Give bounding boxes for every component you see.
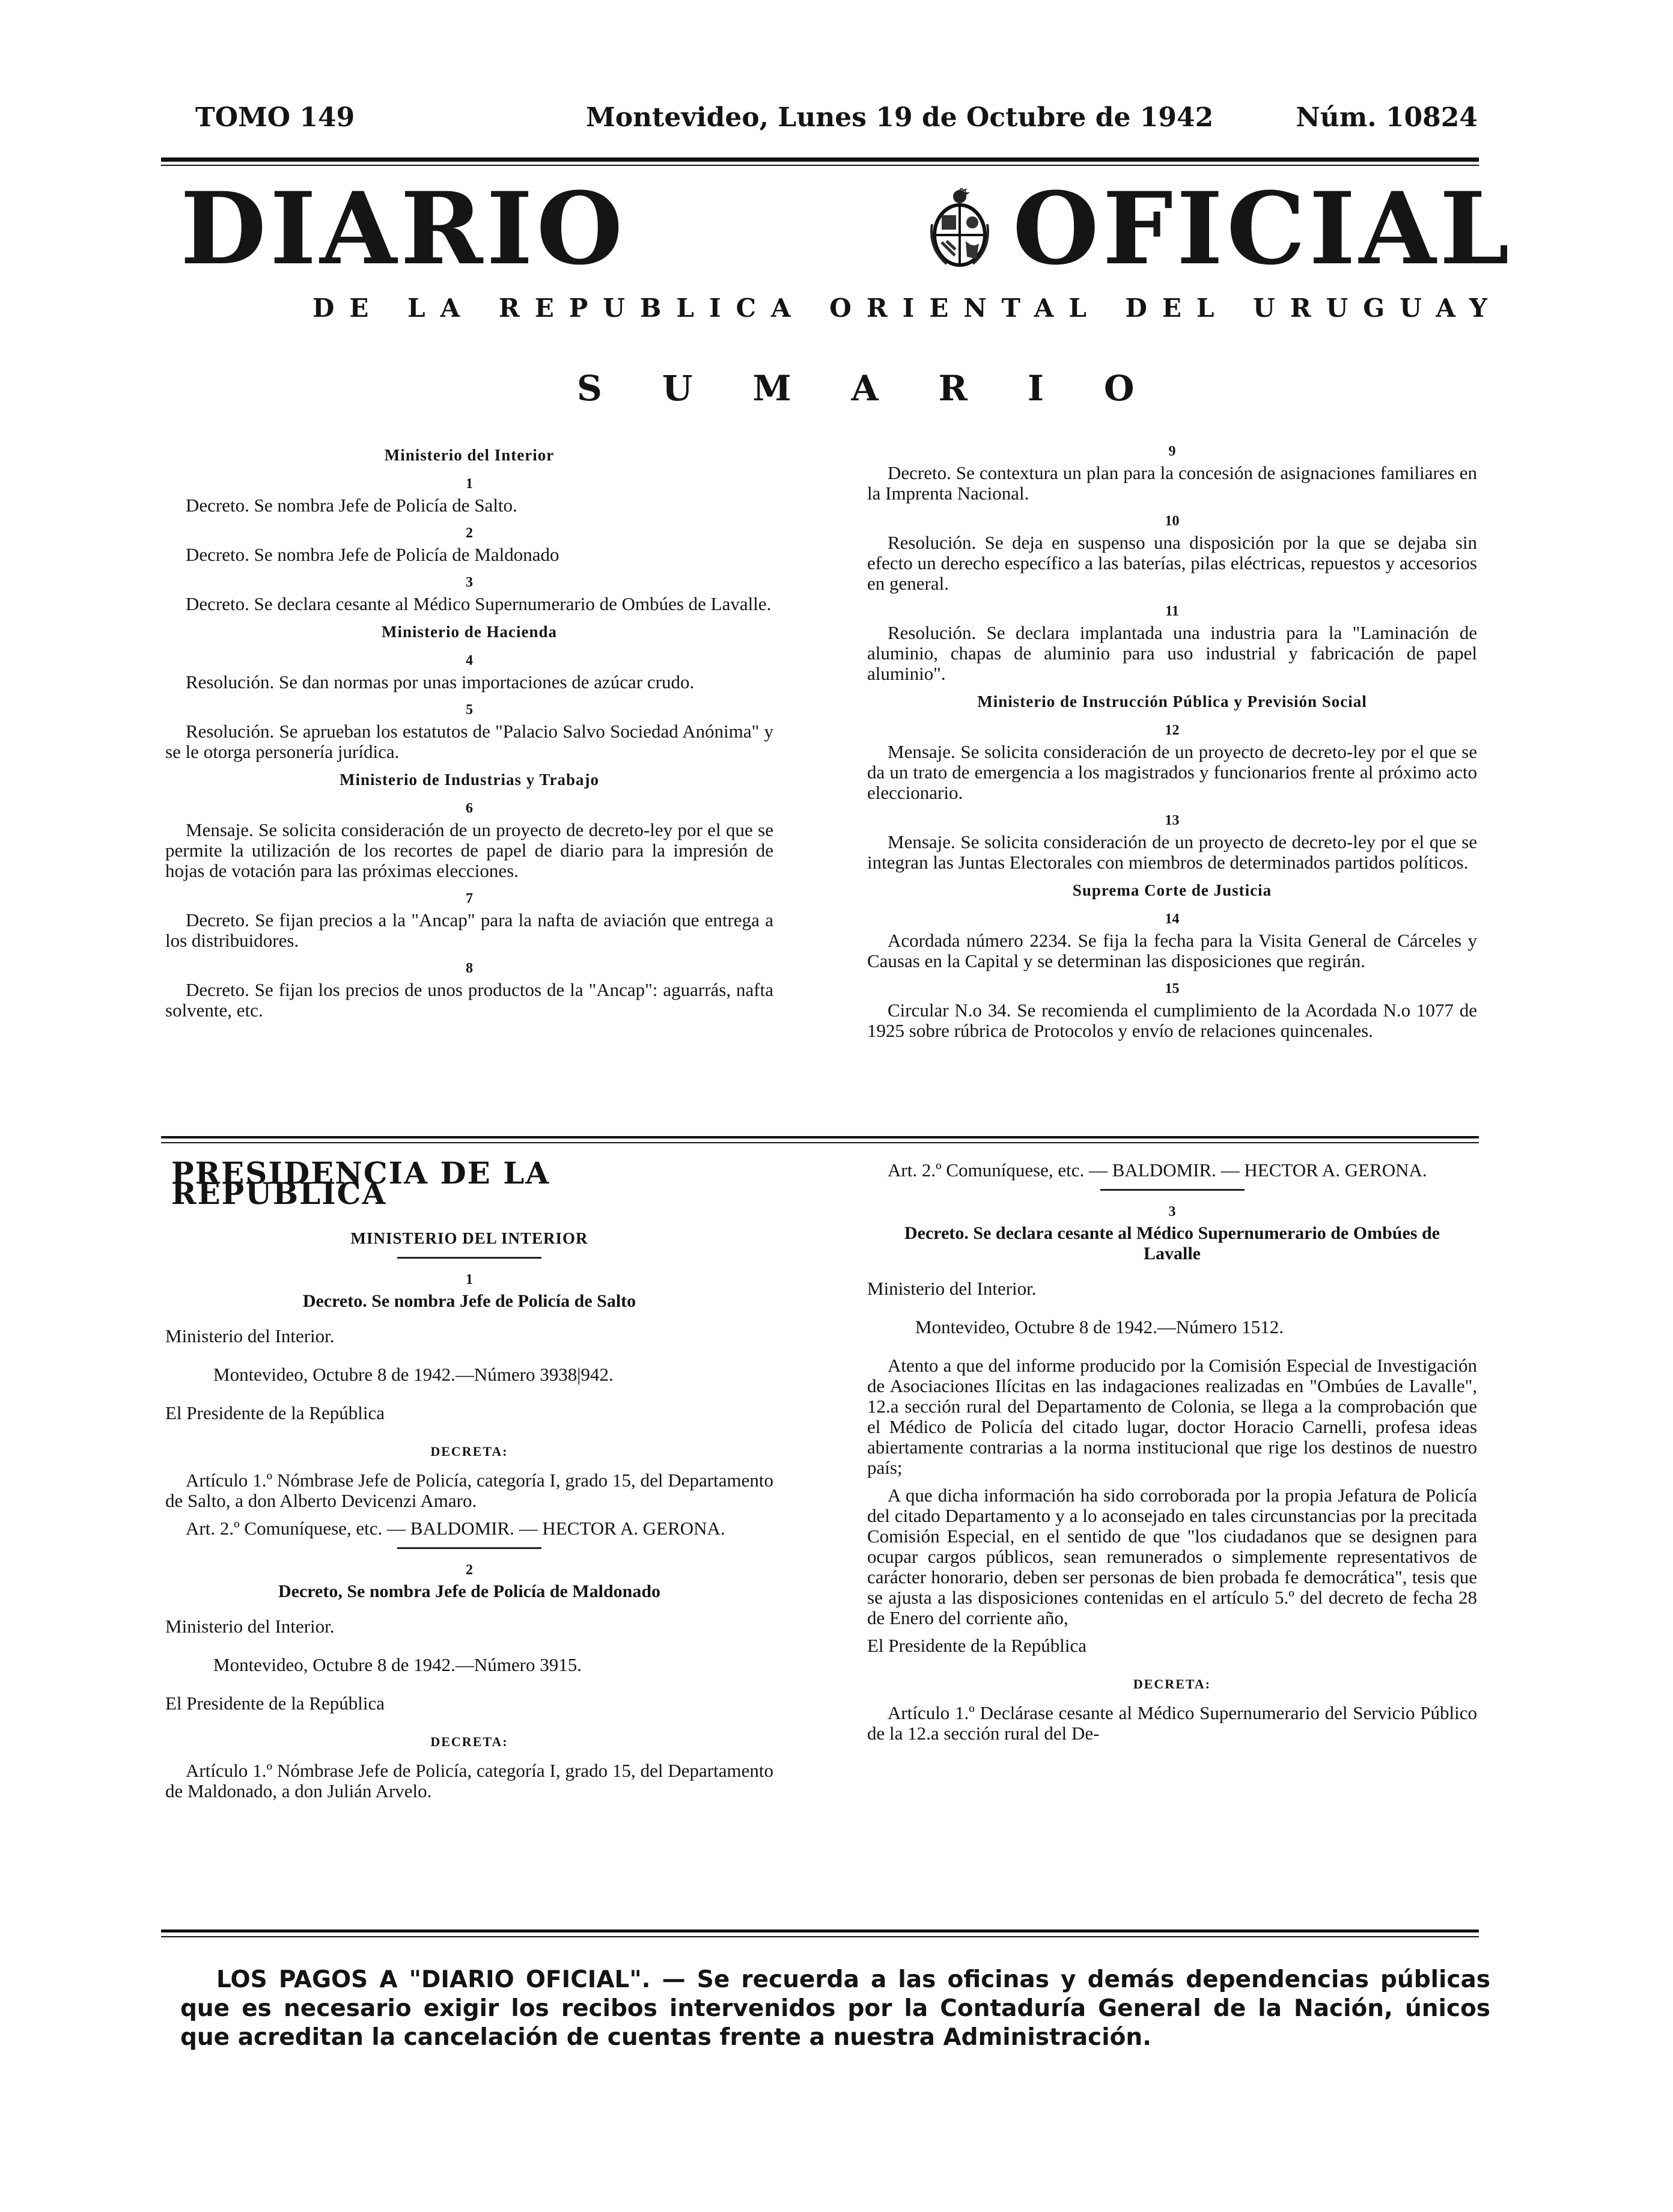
paragraph: Art. 2.º Comuníquese, etc. — BALDOMIR. — HECTOR A. GERONA. bbox=[888, 1159, 1427, 1181]
item-number: 4 bbox=[466, 653, 473, 668]
decree-heading: Decreto, Se nombra Jefe de Policía de Maldonado bbox=[278, 1581, 661, 1601]
place-date: Montevideo, Lunes 19 de Octubre de 1942 bbox=[586, 102, 1214, 133]
decree-heading: Decreto. Se declara cesante al Médico Supernumerario de Ombúes de Lavalle bbox=[904, 1223, 1440, 1263]
payments-notice bbox=[180, 1966, 1490, 2052]
issue-header bbox=[195, 102, 1478, 144]
item-number: 7 bbox=[466, 891, 473, 906]
paragraph: Atento a que del informe producido por la Comisión Especial de Investigación de Asociaciones Ilícitas en las indagaciones realizadas en "Ombúes de Lavalle", 12.a sección rural del Departamento de Colonia, se llega a la comprobación que el Médico de Policía del citado lugar, doctor Horacio Carnelli, profesa ideas abiertamente contrarias a la norma institucional que rige los destinos de nuestro país; bbox=[867, 1355, 1477, 1478]
item-number: 12 bbox=[1165, 723, 1180, 738]
sumario-left-column bbox=[165, 439, 773, 1028]
notice-lead: LOS PAGOS A "DIARIO OFICIAL". bbox=[216, 1966, 651, 1993]
ministry-heading: Ministerio de Instrucción Pública y Previsión Social bbox=[977, 692, 1367, 710]
sumario-item: Decreto. Se declara cesante al Médico Supernumerario de Ombúes de Lavalle. bbox=[186, 593, 772, 614]
separator-rule bbox=[397, 1257, 541, 1259]
ministry-heading: Ministerio de Industrias y Trabajo bbox=[339, 771, 600, 789]
masthead bbox=[180, 170, 1513, 287]
coat-of-arms-icon bbox=[928, 188, 992, 269]
masthead-subtitle: DE LA REPUBLICA ORIENTAL DEL URUGUAY bbox=[312, 293, 1502, 323]
sumario-item: Resolución. Se aprueban los estatutos de "Palacio Salvo Sociedad Anónima" y se le otorga personería jurídica. bbox=[165, 721, 773, 762]
item-number: 13 bbox=[1165, 813, 1180, 828]
ministry-heading: Suprema Corte de Justicia bbox=[1072, 881, 1272, 899]
decreta-heading: DECRETA: bbox=[1133, 1676, 1211, 1691]
body-right-column bbox=[867, 1160, 1477, 1751]
paragraph: Artículo 1.º Nómbrase Jefe de Policía, categoría I, grado 15, del Departamento de Salto, a don Alberto Devicenzi Amaro. bbox=[165, 1470, 773, 1511]
header-rule-thin bbox=[161, 165, 1479, 166]
sumario-item: Decreto. Se nombra Jefe de Policía de Salto. bbox=[186, 495, 517, 516]
paragraph: Artículo 1.º Declárase cesante al Médico Supernumerario del Servicio Público de la 12.a sección rural del De- bbox=[867, 1702, 1477, 1744]
sumario-item: Decreto. Se fijan los precios de unos productos de la "Ancap": aguarrás, nafta solvente, etc. bbox=[165, 979, 773, 1021]
sumario-item: Decreto. Se fijan precios a la "Ancap" para la nafta de aviación que entrega a los distribuidores. bbox=[165, 909, 773, 951]
sumario-right-column bbox=[867, 439, 1477, 1048]
footer-rule bbox=[161, 1929, 1479, 1932]
sumario-item: Circular N.o 34. Se recomienda el cumplimiento de la Acordada N.o 1077 de 1925 sobre rúbrica de Protocolos y envío de relaciones quincenales. bbox=[867, 1000, 1477, 1041]
dateline: Montevideo, Octubre 8 de 1942.—Número 1512. bbox=[915, 1316, 1284, 1337]
notice-text: — Se recuerda a las oficinas y demás dependencias públicas que es necesario exigir los recibos intervenidos por la Contaduría General de la Nación, únicos que acreditan la cancelación de cuentas frente a nuestra Administración. bbox=[180, 1966, 1491, 2051]
body-left-column bbox=[165, 1155, 773, 1809]
item-number: 8 bbox=[466, 961, 473, 976]
plain-line: Ministerio del Interior. bbox=[867, 1278, 1037, 1299]
sumario-item: Acordada número 2234. Se fija la fecha para la Visita General de Cárceles y Causas en la Capital y se determinan las disposiciones que regirán. bbox=[867, 930, 1477, 971]
header-rule bbox=[161, 157, 1479, 162]
sumario-item: Decreto. Se nombra Jefe de Policía de Maldonado bbox=[186, 544, 559, 565]
paragraph: Artículo 1.º Nómbrase Jefe de Policía, categoría I, grado 15, del Departamento de Maldonado, a don Julián Arvelo. bbox=[165, 1760, 773, 1801]
item-number: 15 bbox=[1165, 981, 1180, 997]
plain-line: Ministerio del Interior. bbox=[165, 1325, 335, 1346]
masthead-title-right: OFICIAL bbox=[1013, 170, 1513, 287]
sumario-heading: SUMARIO bbox=[577, 368, 1195, 409]
dateline: Montevideo, Octubre 8 de 1942.—Número 3915. bbox=[213, 1654, 582, 1675]
decreta-heading: DECRETA: bbox=[430, 1734, 508, 1749]
ministry-heading: Ministerio de Hacienda bbox=[382, 623, 557, 641]
item-number: 14 bbox=[1165, 911, 1180, 927]
decree-heading: Decreto. Se nombra Jefe de Policía de Salto bbox=[302, 1291, 636, 1311]
item-number: 3 bbox=[1168, 1204, 1176, 1220]
sumario-item: Resolución. Se deja en suspenso una disposición por la que se dejaba sin efecto un derecho específico a las baterías, pilas eléctricas, repuestos y accesorios en general. bbox=[867, 532, 1477, 594]
tomo-label: TOMO 149 bbox=[195, 102, 355, 133]
section-rule bbox=[161, 1136, 1479, 1138]
issue-number: Núm. 10824 bbox=[1296, 102, 1478, 133]
ministry-heading: MINISTERIO DEL INTERIOR bbox=[350, 1229, 588, 1247]
section-rule-thin bbox=[161, 1142, 1479, 1143]
item-number: 6 bbox=[466, 801, 473, 816]
item-number: 11 bbox=[1165, 603, 1179, 619]
separator-rule bbox=[397, 1547, 541, 1549]
item-number: 10 bbox=[1165, 513, 1180, 529]
item-number: 5 bbox=[466, 702, 473, 718]
item-number: 1 bbox=[466, 1272, 473, 1288]
sumario-item: Mensaje. Se solicita consideración de un proyecto de decreto-ley por el que se da un trato de emergencia a los magistrados y funcionarios frente al próximo acto eleccionario. bbox=[867, 741, 1477, 803]
decreta-heading: DECRETA: bbox=[430, 1444, 508, 1459]
paragraph: Art. 2.º Comuníquese, etc. — BALDOMIR. — HECTOR A. GERONA. bbox=[186, 1518, 725, 1539]
sumario-item: Mensaje. Se solicita consideración de un proyecto de decreto-ley por el que se permite la utilización de los recortes de papel de diario para la impresión de hojas de votación para las próximas elecciones. bbox=[165, 819, 773, 881]
sumario-item: Resolución. Se declara implantada una industria para la "Laminación de aluminio, chapas de aluminio para uso industrial y fabricación de papel aluminio". bbox=[867, 622, 1477, 684]
sumario-item: Mensaje. Se solicita consideración de un proyecto de decreto-ley por el que se integran las Juntas Electorales con miembros de determinados partidos políticos. bbox=[867, 831, 1477, 873]
item-number: 1 bbox=[466, 476, 473, 492]
masthead-title-left: DIARIO bbox=[180, 170, 627, 287]
plain-line: El Presidente de la República bbox=[165, 1402, 385, 1423]
ministry-heading: Ministerio del Interior bbox=[384, 446, 555, 464]
item-number: 9 bbox=[1168, 444, 1176, 459]
plain-line: Ministerio del Interior. bbox=[165, 1616, 335, 1637]
item-number: 3 bbox=[466, 575, 473, 590]
separator-rule bbox=[1100, 1189, 1245, 1191]
item-number: 2 bbox=[466, 1562, 473, 1578]
dateline: Montevideo, Octubre 8 de 1942.—Número 3938|942. bbox=[213, 1364, 614, 1385]
paragraph: A que dicha información ha sido corroborada por la propia Jefatura de Policía del citado Departamento y a lo aconsejado en tales circunstancias por la precitada Comisión Especial, en el sentido de que "los ciudadanos que se designen para ocupar cargos públicos, sean remunerados o simplemente representativos de carácter honorario, deben ser personas de bien probada fe democrática", tesis que se ajusta a las disposiciones contenidas en el artículo 5.º del decreto de fecha 28 de Enero del corriente año, bbox=[867, 1485, 1477, 1628]
plain-line: El Presidente de la República bbox=[867, 1635, 1086, 1656]
footer-rule-thin bbox=[161, 1936, 1479, 1937]
sumario-item: Decreto. Se contextura un plan para la concesión de asignaciones familiares en la Imprenta Nacional. bbox=[867, 462, 1477, 504]
sumario-item: Resolución. Se dan normas por unas importaciones de azúcar crudo. bbox=[186, 671, 695, 692]
item-number: 2 bbox=[466, 525, 473, 541]
plain-line: El Presidente de la República bbox=[165, 1693, 385, 1714]
section-title: PRESIDENCIA DE LA REPUBLICA bbox=[171, 1155, 550, 1211]
